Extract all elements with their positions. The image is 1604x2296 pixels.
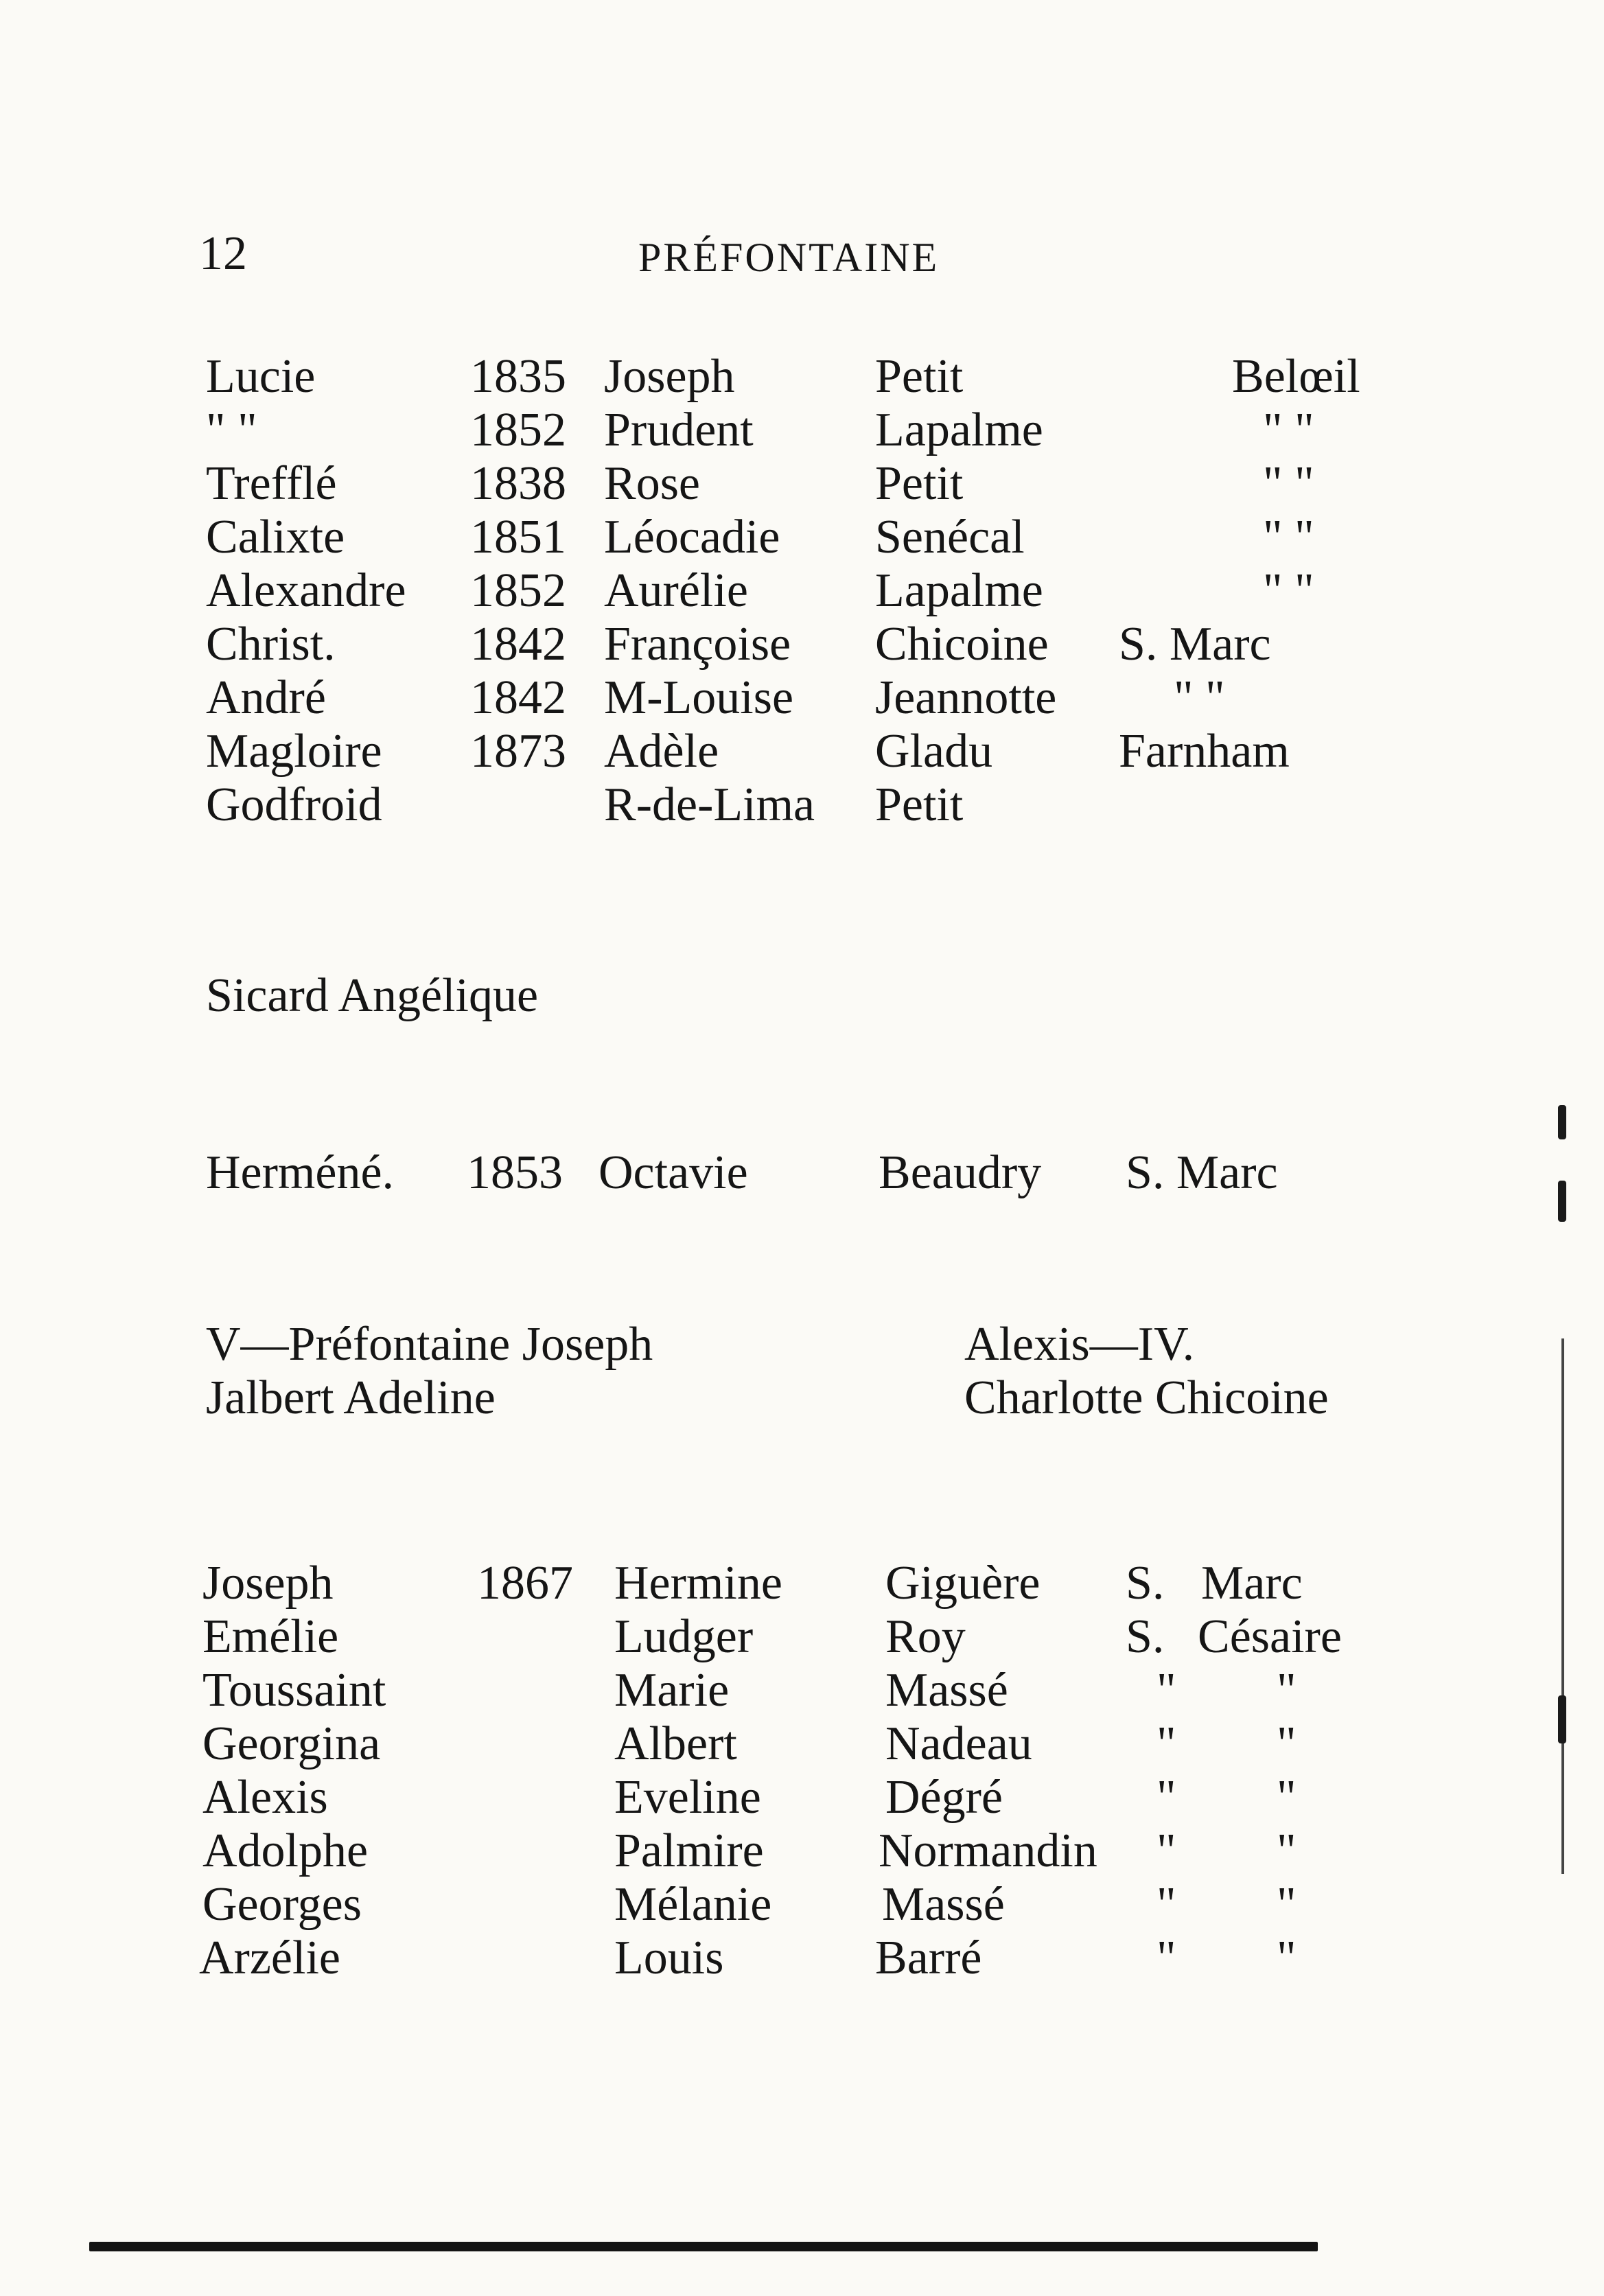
spouse-name: Rose: [604, 457, 700, 510]
year: 1842: [470, 618, 566, 671]
given-name: Adolphe: [202, 1824, 369, 1877]
generation-right-line2: Charlotte Chicoine: [964, 1371, 1329, 1424]
parish-part-2: ": [1277, 1932, 1297, 1984]
spouse-surname: Lapalme: [875, 404, 1043, 456]
given-name: Trefflé: [206, 457, 337, 510]
table-row: [0, 1932, 1604, 1985]
spouse-name: Léocadie: [604, 511, 780, 564]
table-row: [0, 671, 1604, 725]
parish-part-1: ": [1156, 1771, 1176, 1824]
spouse-surname: Giguère: [885, 1557, 1041, 1610]
parish-part-2: ": [1277, 1771, 1297, 1824]
given-name: Georgina: [202, 1717, 381, 1770]
year: 1873: [470, 725, 566, 778]
parish: " ": [1263, 457, 1314, 510]
parish-part-1: ": [1156, 1664, 1176, 1717]
parish-part-2: ": [1277, 1664, 1297, 1717]
table-row: [0, 457, 1604, 511]
generation-left-line2: Jalbert Adeline: [206, 1371, 496, 1424]
table-row: [0, 511, 1604, 564]
spouse-surname: Senécal: [875, 511, 1025, 564]
parish-part-1: S.: [1126, 1557, 1165, 1610]
parish-part-2: Marc: [1201, 1557, 1303, 1610]
spouse-name: Joseph: [604, 350, 735, 403]
spouse-surname: Petit: [875, 457, 964, 510]
year: 1835: [470, 350, 566, 403]
given-name: Arzélie: [199, 1932, 340, 1984]
table-row: [0, 1557, 1604, 1610]
table-row: [0, 618, 1604, 671]
table-row: [0, 1610, 1604, 1664]
parish: Farnham: [1119, 725, 1290, 778]
spouse-surname: Beaudry: [879, 1146, 1042, 1199]
spouse-name: Albert: [614, 1717, 737, 1770]
given-name: Emélie: [202, 1610, 339, 1663]
table-row: [0, 564, 1604, 618]
year: 1867: [477, 1557, 573, 1610]
parish: S. Marc: [1119, 618, 1271, 671]
parish: " ": [1263, 564, 1314, 617]
table-row: [0, 1771, 1604, 1824]
given-name: Godfroid: [206, 778, 382, 831]
given-name: " ": [206, 404, 257, 456]
given-name: Lucie: [206, 350, 316, 403]
spouse-surname: Roy: [885, 1610, 966, 1663]
spouse-surname: Chicoine: [875, 618, 1049, 671]
spouse-name: Marie: [614, 1664, 730, 1717]
parish-part-1: S.: [1126, 1610, 1165, 1663]
parish: " ": [1263, 404, 1314, 456]
parish-part-1: ": [1156, 1824, 1176, 1877]
spouse-surname: Massé: [885, 1664, 1008, 1717]
spouse-surname: Massé: [882, 1878, 1005, 1931]
spouse-surname: Lapalme: [875, 564, 1043, 617]
margin-mark: [1558, 1695, 1566, 1743]
table-row: [0, 1146, 1604, 1200]
margin-mark: [1558, 1181, 1566, 1222]
spouse-name: Françoise: [604, 618, 791, 671]
running-title: PRÉFONTAINE: [638, 235, 940, 280]
spouse-surname: Nadeau: [885, 1717, 1032, 1770]
parish-part-2: Césaire: [1198, 1610, 1342, 1663]
spouse-surname: Gladu: [875, 725, 993, 778]
table-row: [0, 1878, 1604, 1932]
spouse-name: M-Louise: [604, 671, 794, 724]
year: 1838: [470, 457, 566, 510]
table-row: [0, 404, 1604, 457]
table-row: [0, 778, 1604, 832]
spouse-name: Mélanie: [614, 1878, 772, 1931]
parish: S. Marc: [1126, 1146, 1278, 1199]
table-row: [0, 1717, 1604, 1771]
spouse-name: Prudent: [604, 404, 754, 456]
year: 1852: [470, 564, 566, 617]
parish-part-2: ": [1277, 1878, 1297, 1931]
parish-part-2: ": [1277, 1824, 1297, 1877]
spouse-name: Hermine: [614, 1557, 782, 1610]
given-name: Calixte: [206, 511, 345, 564]
spouse-heading: Sicard Angélique: [206, 969, 539, 1022]
parish-part-1: ": [1156, 1717, 1176, 1770]
spouse-name: Eveline: [614, 1771, 761, 1824]
spouse-name: Louis: [614, 1932, 724, 1984]
given-name: Herméné.: [206, 1146, 395, 1199]
year: 1842: [470, 671, 566, 724]
table-row: [0, 1664, 1604, 1717]
spouse-name: Ludger: [614, 1610, 754, 1663]
table-row: [0, 725, 1604, 778]
year: 1852: [470, 404, 566, 456]
given-name: Christ.: [206, 618, 336, 671]
given-name: Georges: [202, 1878, 362, 1931]
bottom-rule: [89, 2242, 1318, 2251]
spouse-surname: Barré: [875, 1932, 982, 1984]
given-name: Alexandre: [206, 564, 406, 617]
generation-right-line1: Alexis—IV.: [964, 1318, 1195, 1371]
spouse-surname: Normandin: [879, 1824, 1097, 1877]
spouse-surname: Jeannotte: [875, 671, 1057, 724]
given-name: Toussaint: [202, 1664, 386, 1717]
given-name: Joseph: [202, 1557, 334, 1610]
table-row: [0, 1824, 1604, 1878]
spouse-name: Octavie: [598, 1146, 748, 1199]
spouse-name: Aurélie: [604, 564, 748, 617]
parish: Belœil: [1232, 350, 1360, 403]
spouse-surname: Dégré: [885, 1771, 1003, 1824]
parish-part-1: ": [1156, 1878, 1176, 1931]
year: 1851: [470, 511, 566, 564]
page-number: 12: [199, 227, 247, 280]
table-row: [0, 350, 1604, 404]
spouse-surname: Petit: [875, 350, 964, 403]
spouse-name: R-de-Lima: [604, 778, 815, 831]
year: 1853: [467, 1146, 563, 1199]
spouse-name: Palmire: [614, 1824, 764, 1877]
margin-mark: [1558, 1105, 1566, 1139]
given-name: Alexis: [202, 1771, 328, 1824]
spouse-name: Adèle: [604, 725, 719, 778]
given-name: Magloire: [206, 725, 382, 778]
spouse-surname: Petit: [875, 778, 964, 831]
parish: " ": [1174, 671, 1225, 724]
parish-part-1: ": [1156, 1932, 1176, 1984]
generation-left-line1: V—Préfontaine Joseph: [206, 1318, 653, 1371]
margin-line: [1561, 1338, 1564, 1874]
parish-part-2: ": [1277, 1717, 1297, 1770]
parish: " ": [1263, 511, 1314, 564]
given-name: André: [206, 671, 326, 724]
